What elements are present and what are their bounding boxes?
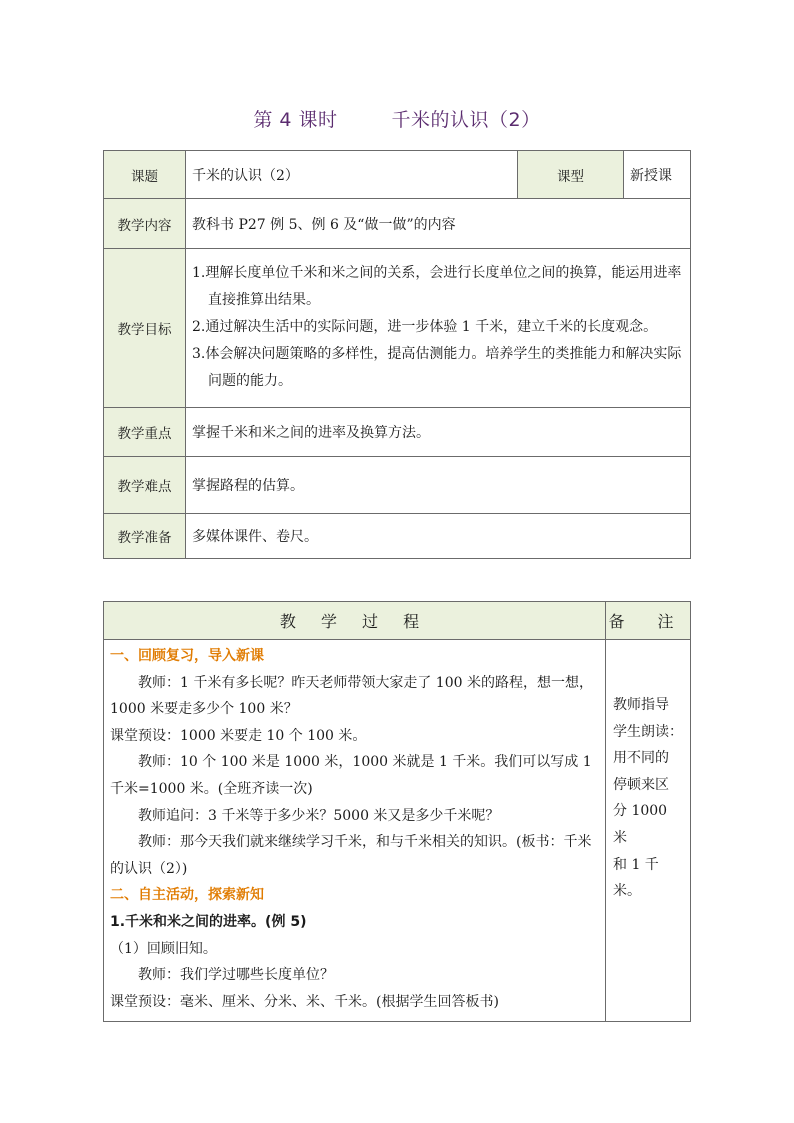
- section-heading: 一、回顾复习，导入新课: [110, 648, 264, 664]
- note-line: 学生朗读：: [613, 723, 683, 740]
- note-header: 备 注: [606, 602, 691, 640]
- process-line: 教师：我们学过哪些长度单位？: [138, 967, 334, 984]
- key-point-label: 教学重点: [104, 408, 186, 457]
- process-line: 1.千米和米之间的进率。(例 5): [110, 913, 307, 930]
- process-line: 课堂预设：1000 米要走 10 个 100 米。: [110, 727, 367, 744]
- goals-label: 教学目标: [104, 249, 186, 408]
- process-line: 课堂预设：毫米、厘米、分米、米、千米。(根据学生回答板书): [110, 993, 499, 1010]
- goal-item: 1.理解长度单位千米和米之间的关系，会进行长度单位之间的换算，能运用进率直接推算出结果。: [192, 265, 682, 308]
- goal-item: 3.体会解决问题策略的多样性，提高估测能力。培养学生的类推能力和解决实际问题的能力。: [192, 346, 682, 389]
- preparation-value: 多媒体课件、卷尺。: [186, 514, 691, 559]
- note-line: 教师指导: [613, 697, 669, 713]
- process-content: [104, 640, 606, 1022]
- page-title: [0, 105, 794, 132]
- content-label: 教学内容: [104, 199, 186, 249]
- note-line: 分 1000 米: [613, 803, 668, 846]
- note-line: 和 1 千米。: [613, 856, 659, 900]
- difficulty-label: 教学难点: [104, 457, 186, 514]
- key-point-value: 掌握千米和米之间的进率及换算方法。: [186, 408, 691, 457]
- type-value: 新授课: [624, 151, 691, 199]
- note-line: 用不同的: [613, 750, 669, 767]
- type-label: 课型: [518, 151, 624, 199]
- process-line: 教师：10 个 100 米是 1000 米，1000 米就是 1 千米。我们可以写成 1 千米=1000 米。(全班齐读一次): [110, 754, 592, 797]
- topic-value: 千米的认识（2）: [186, 151, 518, 199]
- goal-item: 2.通过解决生活中的实际问题，进一步体验 1 千米，建立千米的长度观念。: [192, 319, 658, 335]
- process-line: 教师：1 千米有多长呢？昨天老师带领大家走了 100 米的路程，想一想，1000 米要走多少个 100 米？: [110, 674, 593, 718]
- note-line: 停顿来区: [613, 776, 669, 793]
- goals-list: [186, 249, 691, 408]
- topic-label: 课题: [104, 151, 186, 199]
- process-header: 教 学 过 程: [104, 602, 606, 640]
- lesson-info-table: [103, 150, 691, 559]
- preparation-label: 教学准备: [104, 514, 186, 559]
- process-line: （1）回顾旧知。: [110, 940, 217, 957]
- content-value: 教科书 P27 例 5、例 6 及“做一做”的内容: [186, 199, 691, 249]
- section-heading: 二、自主活动，探索新知: [110, 887, 264, 904]
- lesson-name: 千米的认识（2）: [391, 109, 541, 131]
- lesson-number: 第 4 课时: [253, 109, 338, 131]
- difficulty-value: 掌握路程的估算。: [186, 457, 691, 514]
- process-line: 教师追问：3 千米等于多少米？5000 米又是多少千米呢？: [138, 807, 500, 824]
- process-line: 教师：那今天我们就来继续学习千米，和与千米相关的知识。(板书：千米的认识（2）): [110, 834, 592, 877]
- note-content: [606, 640, 691, 1022]
- teaching-process-table: [103, 601, 691, 1022]
